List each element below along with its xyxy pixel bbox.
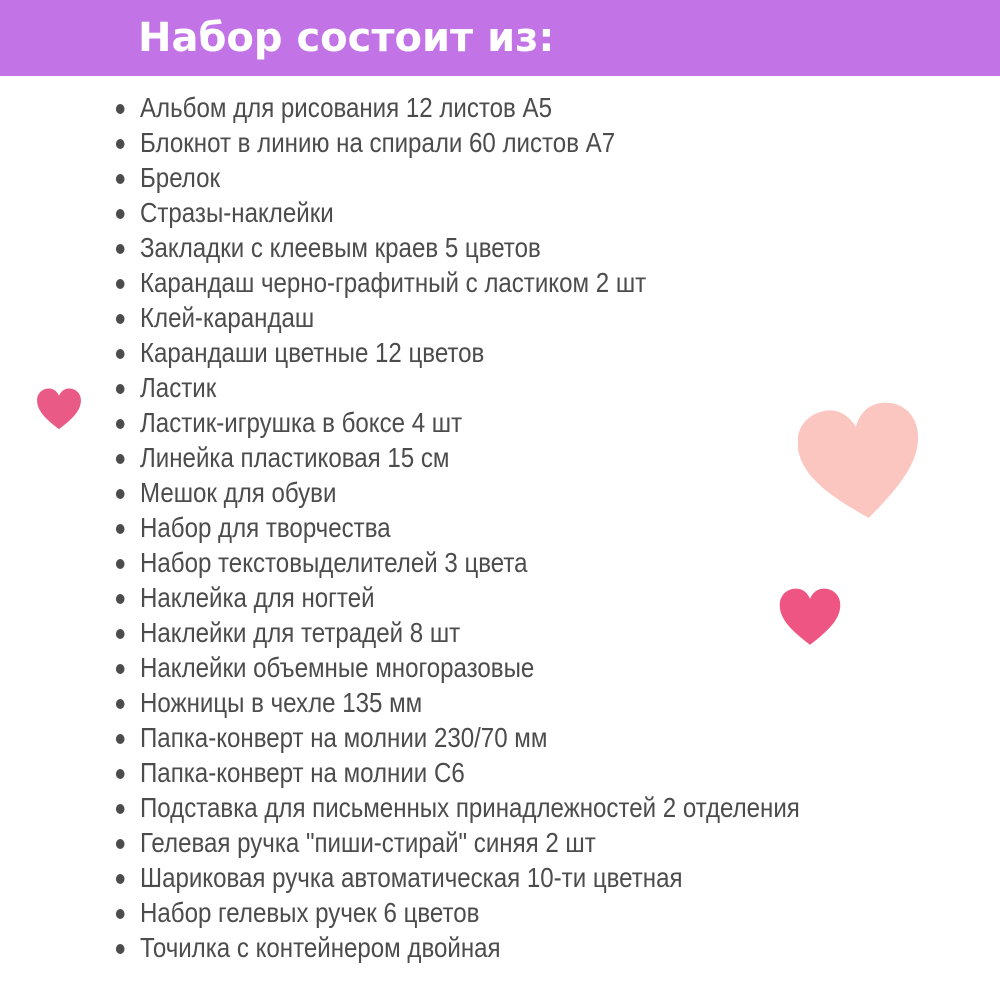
bullet-icon <box>116 454 125 464</box>
list-item <box>20 755 880 790</box>
list-item <box>20 720 880 755</box>
list-item-label: Точилка с контейнером двойная <box>140 932 501 963</box>
list-item <box>20 405 880 440</box>
heart-icon <box>36 388 82 430</box>
list-item-label: Стразы-наклейки <box>140 197 334 228</box>
bullet-icon <box>116 104 125 114</box>
list-item-label: Ластик-игрушка в боксе 4 шт <box>140 407 463 438</box>
list-item <box>20 125 880 160</box>
bullet-icon <box>116 804 125 814</box>
list-item-label: Мешок для обуви <box>140 477 337 508</box>
list-item-label: Альбом для рисования 12 листов А5 <box>140 92 552 123</box>
list-item <box>20 860 880 895</box>
list-item-label: Клей-карандаш <box>140 302 315 333</box>
bullet-icon <box>116 174 125 184</box>
list-item <box>20 650 880 685</box>
heart-icon-shape <box>798 402 924 524</box>
list-item <box>20 230 880 265</box>
list-item <box>20 790 880 825</box>
bullet-icon <box>116 559 125 569</box>
list-item <box>20 895 880 930</box>
bullet-icon <box>116 734 125 744</box>
heart-icon-shape <box>37 388 81 429</box>
bullet-icon <box>116 524 125 534</box>
list-item-label: Гелевая ручка "пиши-стирай" синяя 2 шт <box>140 827 596 858</box>
bullet-icon <box>116 699 125 709</box>
bullet-icon <box>116 139 125 149</box>
list-item <box>20 685 880 720</box>
list-item-label: Набор текстовыделителей 3 цвета <box>140 547 528 578</box>
list-item-label: Брелок <box>140 162 221 193</box>
bullet-icon <box>116 944 125 954</box>
kit-contents-list <box>0 90 1000 965</box>
list-item-label: Закладки с клеевым краев 5 цветов <box>140 232 541 263</box>
list-item <box>20 580 880 615</box>
list-item-label: Карандаш черно-графитный с ластиком 2 шт <box>140 267 647 298</box>
bullet-icon <box>116 664 125 674</box>
list-item-label: Карандаши цветные 12 цветов <box>140 337 485 368</box>
list-item <box>20 475 880 510</box>
bullet-icon <box>116 629 125 639</box>
list-item-label: Наклейки для тетрадей 8 шт <box>140 617 461 648</box>
bullet-icon <box>116 489 125 499</box>
header-bar <box>0 0 1000 76</box>
list-item-label: Ножницы в чехле 135 мм <box>140 687 423 718</box>
list-item <box>20 335 880 370</box>
list-item-label: Блокнот в линию на спирали 60 листов А7 <box>140 127 616 158</box>
list-item <box>20 825 880 860</box>
list-item <box>20 545 880 580</box>
list-item <box>20 300 880 335</box>
bullet-icon <box>116 839 125 849</box>
bullet-icon <box>116 419 125 429</box>
list-item <box>20 160 880 195</box>
list-item-label: Шариковая ручка автоматическая 10-ти цветная <box>140 862 683 893</box>
heart-icon <box>778 588 842 646</box>
list-item-label: Ластик <box>140 372 217 403</box>
list-item <box>20 370 880 405</box>
bullet-icon <box>116 384 125 394</box>
bullet-icon <box>116 594 125 604</box>
list-item-label: Папка-конверт на молнии С6 <box>140 757 465 788</box>
list-item <box>20 510 880 545</box>
list-item-label: Наклейка для ногтей <box>140 582 375 613</box>
list-item-label: Папка-конверт на молнии 230/70 мм <box>140 722 548 753</box>
bullet-icon <box>116 314 125 324</box>
heart-icon <box>798 402 924 524</box>
list-item <box>20 195 880 230</box>
bullet-icon <box>116 769 125 779</box>
list-item <box>20 930 880 965</box>
bullet-icon <box>116 349 125 359</box>
list-item <box>20 90 880 125</box>
list-item-label: Линейка пластиковая 15 см <box>140 442 450 473</box>
list-item <box>20 265 880 300</box>
bullet-icon <box>116 244 125 254</box>
bullet-icon <box>116 909 125 919</box>
bullet-icon <box>116 209 125 219</box>
list-item <box>20 440 880 475</box>
list-item-label: Набор гелевых ручек 6 цветов <box>140 897 480 928</box>
list-item <box>20 615 880 650</box>
bullet-icon <box>116 874 125 884</box>
list-item-label: Подставка для письменных принадлежностей 2 отделения <box>140 792 800 823</box>
list-item-label: Наклейки объемные многоразовые <box>140 652 535 683</box>
bullet-icon <box>116 279 125 289</box>
heart-icon-shape <box>780 589 841 645</box>
page-title: Набор состоит из: <box>138 15 555 61</box>
list-item-label: Набор для творчества <box>140 512 391 543</box>
